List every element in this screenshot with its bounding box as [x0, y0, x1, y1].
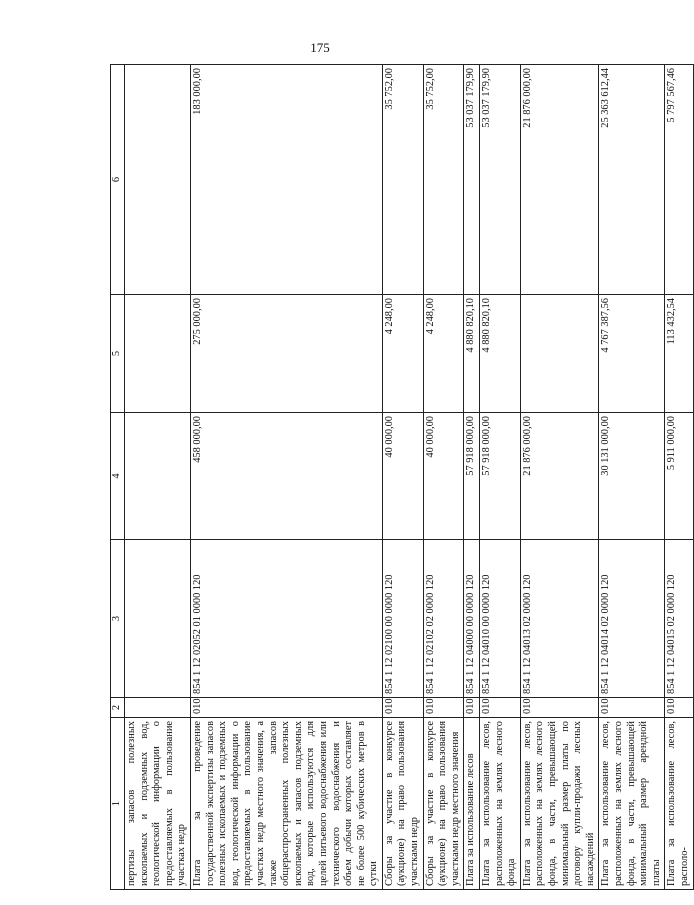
- row-description: пертизы запасов полезных ископаемых и подземных вод, геологической информации о предоставляемых в пользование участках недр: [125, 718, 191, 890]
- row-approved-value: 57 918 000,00: [480, 413, 521, 540]
- row-executed-value: 275 000,00: [190, 295, 382, 413]
- row-line-code: [125, 698, 191, 718]
- row-remaining-value: 53 037 179,90: [480, 65, 521, 295]
- table-row: [599, 65, 665, 890]
- row-remaining-value: 21 876 000,00: [520, 65, 599, 295]
- row-budget-code: 854 1 12 04014 02 0000 120: [599, 540, 665, 698]
- row-line-code: 010: [382, 698, 423, 718]
- row-approved-value: 30 131 000,00: [599, 413, 665, 540]
- row-executed-value: 4 880 820,10: [480, 295, 521, 413]
- row-budget-code: 854 1 12 02100 00 0000 120: [382, 540, 423, 698]
- row-description: Сборы за участие в конкурсе (аукционе) на право пользования участками недр местного значения: [423, 718, 464, 890]
- budget-table: [110, 64, 694, 890]
- row-budget-code: 854 1 12 02052 01 0000 120: [190, 540, 382, 698]
- header-row: [111, 65, 125, 890]
- table-row: [382, 65, 423, 890]
- header-col-6: 6: [111, 65, 125, 295]
- table-row: [190, 65, 382, 890]
- row-description: Плата за использование лесов, расположенных на землях лесного фонда, в части, превышающей минимальный размер платы по договору купли-продажи лесных насаждений: [520, 718, 599, 890]
- row-approved-value: 40 000,00: [382, 413, 423, 540]
- table-row: [125, 65, 191, 890]
- row-budget-code: [125, 540, 191, 698]
- row-approved-value: 21 876 000,00: [520, 413, 599, 540]
- row-executed-value: [520, 295, 599, 413]
- row-description: Плата за использование лесов, располо-: [665, 718, 693, 890]
- row-description: Сборы за участие в конкурсе (аукционе) на право пользования участками недр: [382, 718, 423, 890]
- row-approved-value: 458 000,00: [190, 413, 382, 540]
- row-line-code: 010: [520, 698, 599, 718]
- row-budget-code: 854 1 12 02102 02 0000 120: [423, 540, 464, 698]
- table-row: [665, 65, 693, 890]
- row-executed-value: 4 248,00: [382, 295, 423, 413]
- header-col-2: 2: [111, 698, 125, 718]
- header-col-4: 4: [111, 413, 125, 540]
- table-row: [464, 65, 480, 890]
- row-remaining-value: 183 000,00: [190, 65, 382, 295]
- row-approved-value: [125, 413, 191, 540]
- row-executed-value: [125, 295, 191, 413]
- row-line-code: 010: [464, 698, 480, 718]
- header-col-1: 1: [111, 718, 125, 890]
- row-budget-code: 854 1 12 04015 02 0000 120: [665, 540, 693, 698]
- row-budget-code: 854 1 12 04010 00 0000 120: [480, 540, 521, 698]
- row-executed-value: 113 432,54: [665, 295, 693, 413]
- row-executed-value: 4 880 820,10: [464, 295, 480, 413]
- row-remaining-value: 53 037 179,90: [464, 65, 480, 295]
- row-remaining-value: [125, 65, 191, 295]
- row-executed-value: 4 767 387,56: [599, 295, 665, 413]
- table-row: [423, 65, 464, 890]
- row-approved-value: 5 911 000,00: [665, 413, 693, 540]
- row-description: Плата за использование лесов: [464, 718, 480, 890]
- table-row: [520, 65, 599, 890]
- row-remaining-value: 5 797 567,46: [665, 65, 693, 295]
- row-budget-code: 854 1 12 04000 00 0000 120: [464, 540, 480, 698]
- row-line-code: 010: [665, 698, 693, 718]
- row-approved-value: 40 000,00: [423, 413, 464, 540]
- row-description: Плата за использование лесов, расположенных на землях лесного фонда, в части, превышающей минимальный размер арендной платы: [599, 718, 665, 890]
- row-description: Плата за использование лесов, расположенных на землях лесного фонда: [480, 718, 521, 890]
- header-col-3: 3: [111, 540, 125, 698]
- row-description: Плата за проведение государственной экспертизы запасов полезных ископаемых и подземных вод, геологической информации о предоставляемых в пользование участках недр местного значения, а также запасов общераспространенных полезных ископаемых и запасов подземных вод, которые используются для целей питьевого водоснабжения или технического водоснабжения и объем добычи которых составляет не более 500 кубических метров в сутки: [190, 718, 382, 890]
- row-remaining-value: 35 752,00: [382, 65, 423, 295]
- table-row: [480, 65, 521, 890]
- header-col-5: 5: [111, 295, 125, 413]
- row-executed-value: 4 248,00: [423, 295, 464, 413]
- page-number: 175: [310, 40, 330, 55]
- row-line-code: 010: [190, 698, 382, 718]
- row-remaining-value: 25 363 612,44: [599, 65, 665, 295]
- row-line-code: 010: [423, 698, 464, 718]
- row-line-code: 010: [480, 698, 521, 718]
- row-approved-value: 57 918 000,00: [464, 413, 480, 540]
- row-line-code: 010: [599, 698, 665, 718]
- row-remaining-value: 35 752,00: [423, 65, 464, 295]
- rotated-table-container: [110, 65, 690, 890]
- row-budget-code: 854 1 12 04013 02 0000 120: [520, 540, 599, 698]
